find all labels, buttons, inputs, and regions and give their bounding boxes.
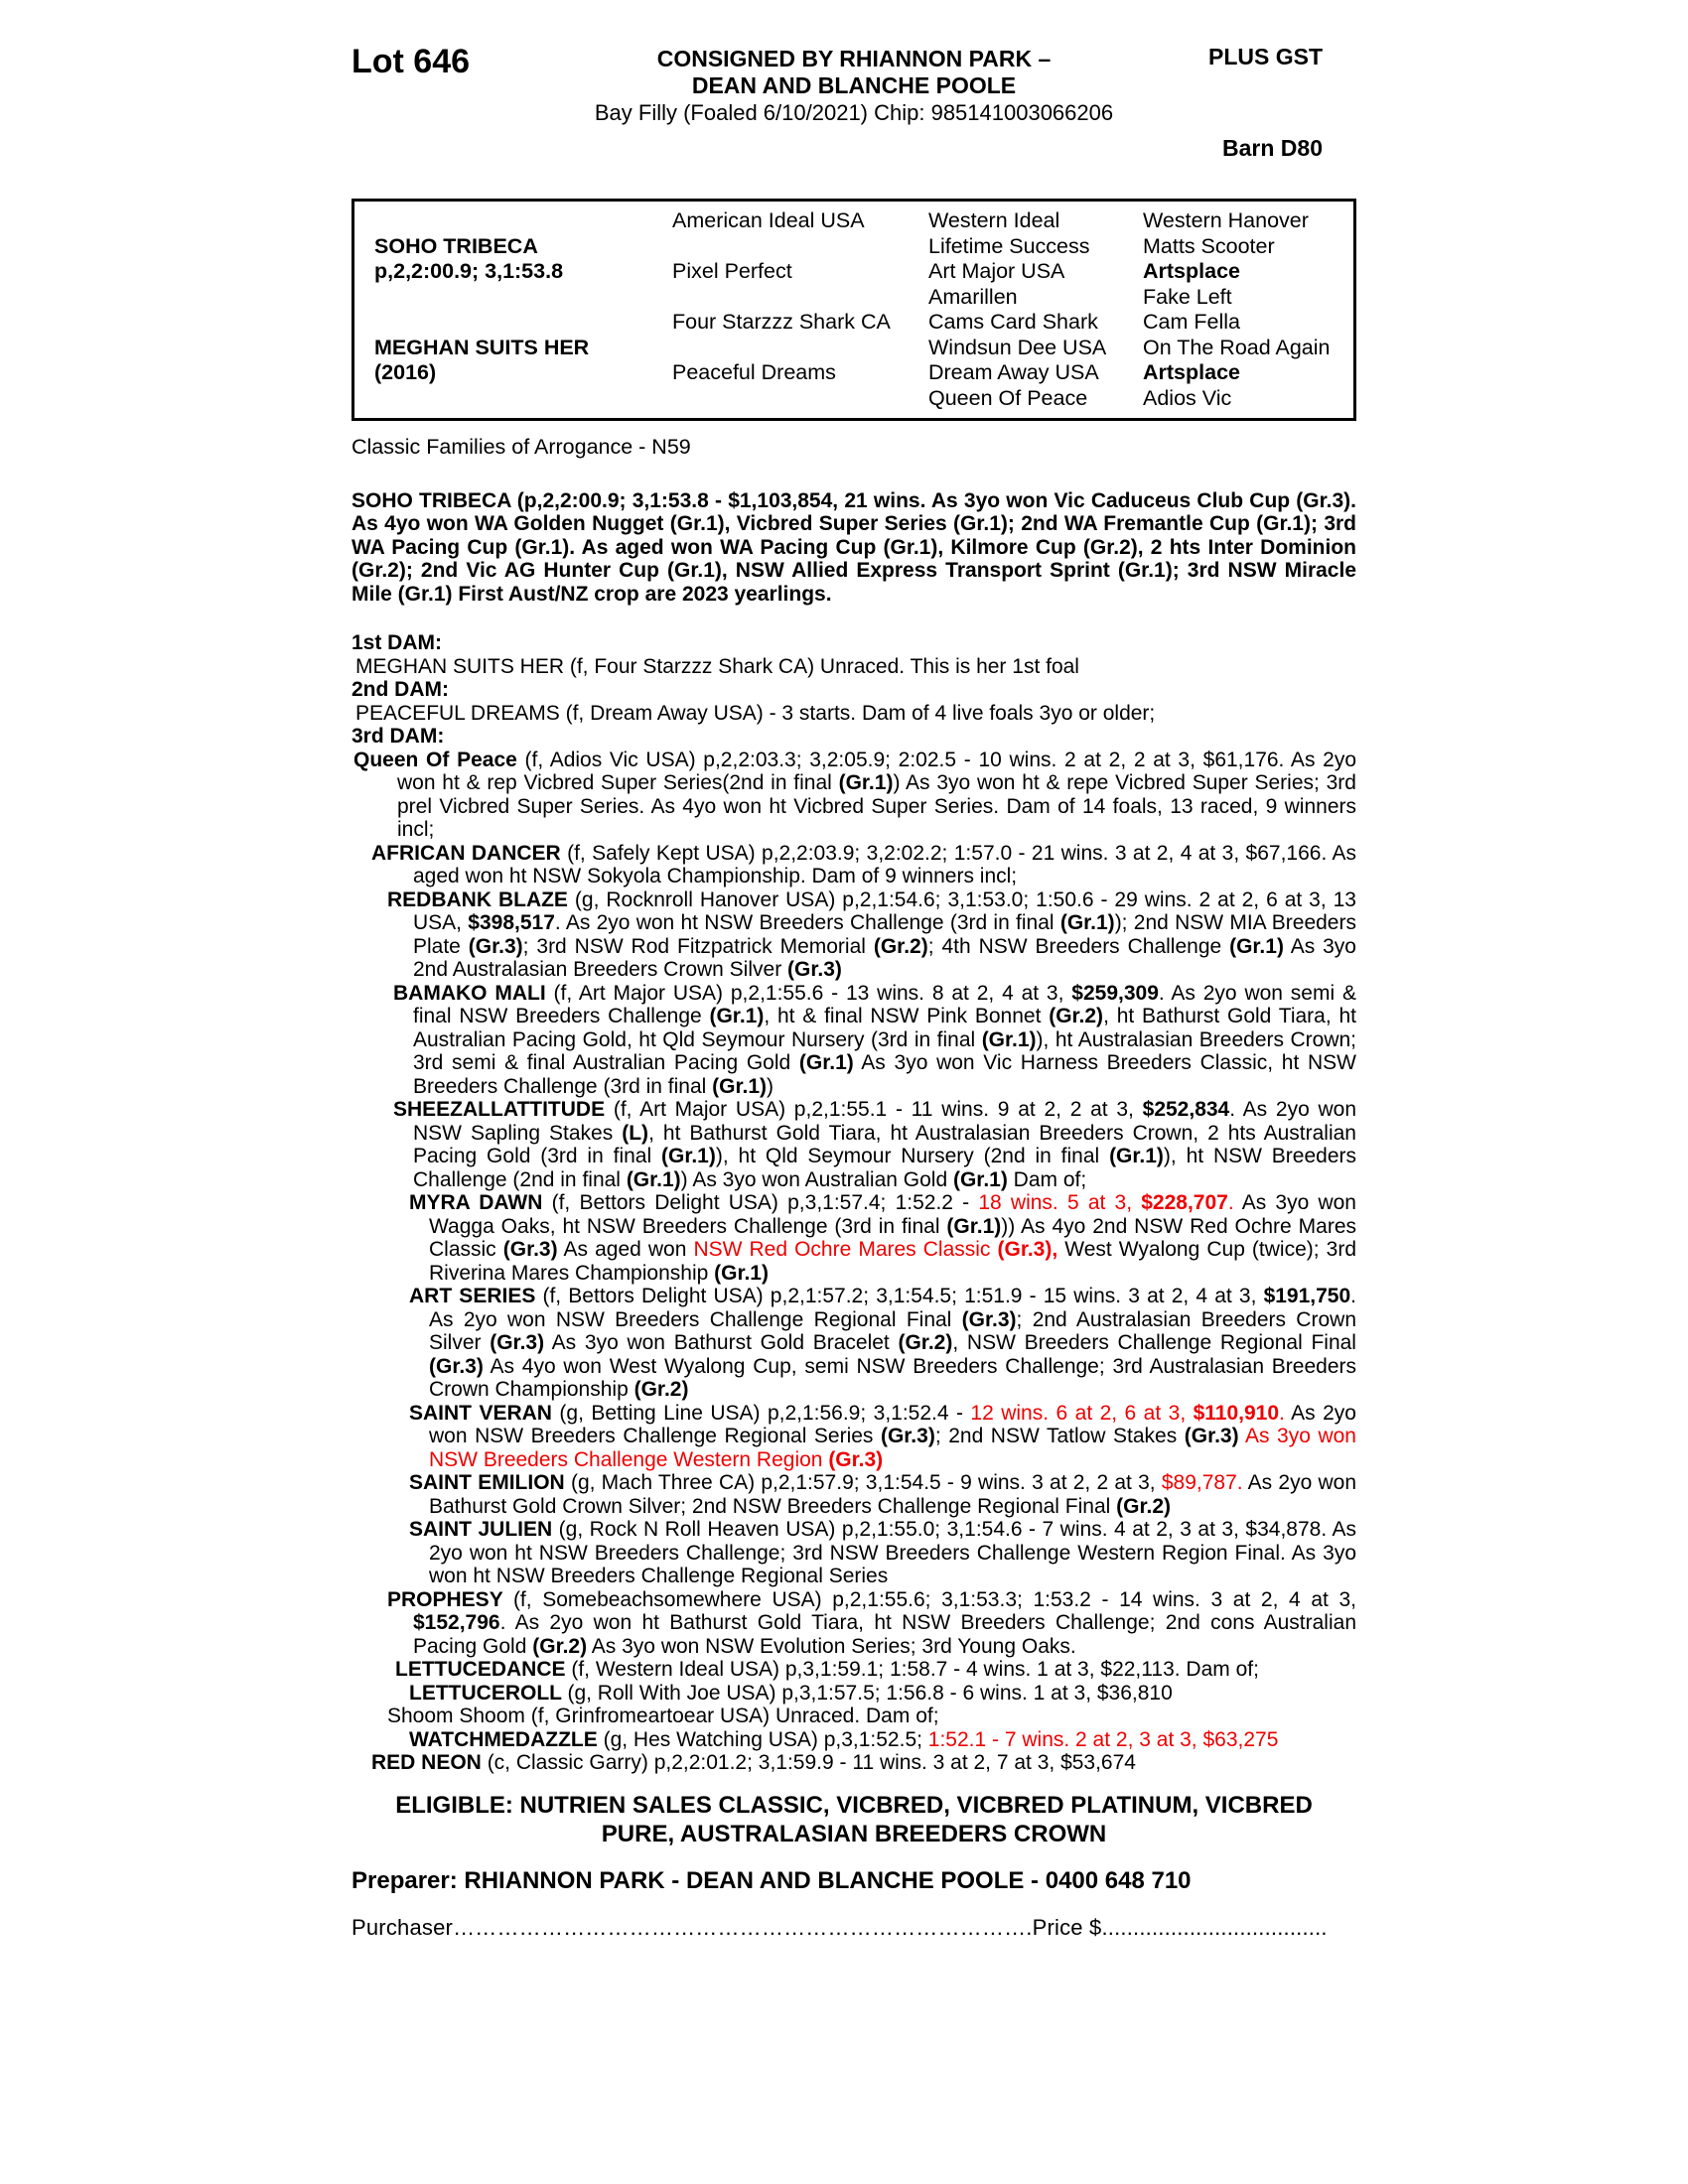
purchaser-price-line: Purchaser…………………………………………………………………….Price $.................................... <box>352 1915 1328 1940</box>
text-segment: (f, Safely Kept USA) p,2,2:03.9; 3,2:02.2; 1:57.0 - 21 wins. 3 at 2, 4 at 3, $67,166. As aged won ht NSW Sokyola Championship. Dam of 9 winners incl; <box>413 841 1357 887</box>
bold-text: (Gr.2) <box>633 1378 689 1401</box>
family-paragraph <box>352 678 1356 702</box>
bold-text: SOHO TRIBECA (p,2,2:00.9; 3,1:53.8 - $1,103,854, 21 wins. As 3yo won Vic Caduceus Club Cup (Gr.3). As 4yo won WA Golden Nugget (Gr.1), Vicbred Super Series (Gr.1); 2nd WA Fremantle Cup (Gr.1); 3rd WA Pacing Cup (Gr.1). As aged won WA Pacing Cup (Gr.1), Kilmore Cup (Gr.2), 2 hts Inter Dominion (Gr.2); 2nd Vic AG Hunter Cup (Gr.1), NSW Allied Express Transport Sprint (Gr.1); 3rd NSW Miracle Mile (Gr.1) First Aust/NZ crop are 2023 yearlings. <box>352 488 1356 606</box>
bold-text: (Gr.1) <box>626 1167 681 1191</box>
classic-families-line: Classic Families of Arrogance - N59 <box>352 435 691 459</box>
text-segment: Dam of; <box>1007 1167 1087 1191</box>
bold-text: 1st DAM: <box>352 631 443 654</box>
bold-text: (Gr.3) <box>787 958 842 981</box>
text-segment: (g, Betting Line USA) p,2,1:56.9; 3,1:52.4 - <box>559 1401 971 1425</box>
bold-text: Queen Of Peace <box>353 748 525 771</box>
text-segment: ), ht NSW Breeders Challenge (2nd in final <box>413 1145 1356 1191</box>
bold-text: (Gr.3) <box>961 1307 1017 1331</box>
text-segment: (g, Rock N Roll Heaven USA) p,2,1:55.0; 3,1:54.6 - 7 wins. 4 at 2, 3 at 3, $34,878. As 2yo won ht NSW Breeders Challenge; 3rd NSW Breeders Challenge Western Region Final. As 3yo won ht NSW Breeders Challenge Regional Series <box>429 1518 1356 1587</box>
text-segment: . As 2yo won NSW Sapling Stakes <box>413 1098 1357 1145</box>
family-paragraph <box>352 1751 1356 1775</box>
preparer-line: Preparer: RHIANNON PARK - DEAN AND BLANCHE POOLE - 0400 648 710 <box>352 1866 1192 1894</box>
bold-text: MYRA DAWN <box>409 1191 552 1214</box>
text-segment: . As 2yo won ht NSW Breeders Challenge (3rd in final <box>554 911 1060 934</box>
bold-text: (Gr.1) <box>946 1214 1002 1238</box>
bold-text: ART SERIES <box>409 1285 543 1307</box>
text-segment: As 3yo won Wagga Oaks, ht NSW Breeders Challenge (3rd in final <box>429 1191 1356 1238</box>
highlighted-text: 12 wins. 6 at 2, 6 at 3, <box>970 1401 1194 1425</box>
text-segment: As aged won <box>557 1238 694 1261</box>
pedigree-cell: Cam Fella <box>1143 310 1240 334</box>
family-paragraph <box>352 702 1356 726</box>
pedigree-cell: On The Road Again <box>1143 335 1331 359</box>
text-segment: (f, Art Major USA) p,2,1:55.1 - 11 wins. 9 at 2, 2 at 3, <box>613 1098 1143 1121</box>
text-segment: Shoom Shoom (f, Grinfromeartoear USA) Unraced. Dam of; <box>387 1705 939 1727</box>
highlighted-text: . <box>1279 1401 1285 1425</box>
text-segment: (f, Bettors Delight USA) p,2,1:57.2; 3,1:54.5; 1:51.9 - 15 wins. 3 at 2, 4 at 3, <box>542 1285 1264 1307</box>
page-content <box>352 42 1356 1940</box>
bold-text: 3rd DAM: <box>352 725 445 748</box>
bold-text: (Gr.3) <box>490 1331 545 1354</box>
pedigree-cell: Cams Card Shark <box>928 310 1098 334</box>
text-segment: , ht Bathurst Gold Tiara, ht Australasian Breeders Crown, 2 hts Australian Pacing Gold (3rd in final <box>413 1121 1356 1167</box>
text-segment: (f, Art Major USA) p,2,1:55.6 - 13 wins. 8 at 2, 4 at 3, <box>553 981 1072 1005</box>
pedigree-cell: MEGHAN SUITS HER <box>374 335 590 359</box>
bold-text: PROPHESY <box>387 1587 513 1611</box>
bold-text: (Gr.2) <box>532 1634 588 1658</box>
text-segment: (f, Western Ideal USA) p,3,1:59.1; 1:58.7 - 4 wins. 1 at 3, $22,113. Dam of; <box>571 1658 1259 1681</box>
bold-text: (Gr.3) <box>1184 1425 1239 1447</box>
family-paragraph <box>352 1705 1356 1728</box>
pedigree-cell: Artsplace <box>1143 360 1240 384</box>
pedigree-cell: Amarillen <box>928 284 1018 309</box>
bold-text: (Gr.1) <box>709 1005 765 1027</box>
eligibility-statement <box>352 1791 1356 1848</box>
text-segment: ; 2nd NSW Tatlow Stakes <box>934 1425 1185 1447</box>
bold-text: WATCHMEDAZZLE <box>409 1727 604 1751</box>
highlighted-text: NSW Red Ochre Mares Classic <box>693 1238 998 1261</box>
highlighted-text: . <box>1227 1191 1234 1214</box>
pedigree-cell: Art Major USA <box>928 259 1065 283</box>
family-paragraph <box>352 842 1356 888</box>
family-paragraph <box>352 1402 1356 1472</box>
text-segment: As 4yo won West Wyalong Cup, semi NSW Breeders Challenge; 3rd Australasian Breeders Crown Championship <box>429 1354 1356 1401</box>
bold-text: $398,517 <box>468 911 555 934</box>
bold-text: (Gr.1) <box>712 1074 768 1098</box>
barn-label: Barn D80 <box>1222 135 1323 161</box>
pedigree-cell: Lifetime Success <box>928 233 1090 258</box>
text-segment: As 3yo won Vic Harness Breeders Classic, ht NSW Breeders Challenge (3rd in final <box>413 1051 1356 1098</box>
lot-number: Lot 646 <box>352 43 471 80</box>
bold-text: 2nd DAM: <box>352 678 449 701</box>
family-notes <box>352 631 1356 1775</box>
pedigree-cell: Artsplace <box>1143 259 1240 283</box>
family-paragraph <box>352 1658 1356 1682</box>
family-paragraph <box>352 1098 1356 1191</box>
highlighted-text: $89,787. <box>1161 1471 1243 1494</box>
pedigree-cell: Adios Vic <box>1143 385 1232 410</box>
bold-text: LETTUCEROLL <box>409 1681 568 1705</box>
text-segment: MEGHAN SUITS HER (f, Four Starzzz Shark CA) Unraced. This is her 1st foal <box>355 654 1079 678</box>
pedigree-cell: Fake Left <box>1143 284 1232 309</box>
pedigree-cell: Four Starzzz Shark CA <box>672 310 891 334</box>
text-segment: ) As 3yo won Australian Gold <box>680 1167 953 1191</box>
plus-gst-label: PLUS GST <box>1207 44 1323 69</box>
bold-text: (Gr.1) <box>661 1145 716 1167</box>
bold-text: (Gr.2) <box>1116 1494 1172 1518</box>
pedigree-cell: Western Hanover <box>1143 208 1309 232</box>
bold-text: (Gr.2) <box>898 1331 953 1354</box>
bold-text: (Gr.3) <box>502 1238 558 1261</box>
text-segment: (f, Somebeachsomewhere USA) p,2,1:55.6; 3,1:53.3; 1:53.2 - 14 wins. 3 at 2, 4 at 3, <box>512 1587 1356 1611</box>
text-segment: ; 3rd NSW Rod Fitzpatrick Memorial <box>522 934 874 958</box>
bold-text: (Gr.2) <box>1049 1005 1104 1027</box>
family-paragraph <box>352 655 1356 679</box>
bold-text: (Gr.1) <box>952 1167 1008 1191</box>
text-segment: As 2yo won Bathurst Gold Crown Silver; 2nd NSW Breeders Challenge Regional Final <box>429 1471 1357 1518</box>
highlighted-text: (Gr.3) <box>828 1447 884 1471</box>
pedigree-cell: Western Ideal <box>928 208 1060 232</box>
text-segment: (g, Rocknroll Hanover USA) p,2,1:54.6; 3,1:53.0; 1:50.6 - 29 wins. 2 at 2, 6 at 3, 13 USA, <box>413 887 1356 934</box>
text-segment: ), ht Qld Seymour Nursery (2nd in final <box>715 1145 1110 1167</box>
bold-text: (Gr.1) <box>714 1261 769 1285</box>
family-paragraph <box>352 1285 1356 1402</box>
text-segment: As 3yo 2nd Australasian Breeders Crown Silver <box>413 934 1356 981</box>
text-segment: West Wyalong Cup (twice); 3rd Riverina Mares Championship <box>429 1238 1357 1285</box>
family-paragraph <box>352 1588 1356 1659</box>
family-paragraph <box>352 1471 1356 1518</box>
consignor-line2: DEAN AND BLANCHE POOLE <box>691 72 1017 98</box>
bold-text: $191,750 <box>1263 1285 1351 1307</box>
bold-text: $259,309 <box>1071 981 1159 1005</box>
text-segment: As 3yo won NSW Evolution Series; 3rd Young Oaks. <box>587 1634 1076 1658</box>
family-paragraph <box>352 1518 1356 1588</box>
text-segment: . As 2yo won ht Bathurst Gold Tiara, ht NSW Breeders Challenge; 2nd cons Australian Pacing Gold <box>413 1611 1356 1658</box>
pedigree-cell: (2016) <box>374 360 437 384</box>
bold-text: AFRICAN DANCER <box>371 841 568 865</box>
text-segment: ; 4th NSW Breeders Challenge <box>927 934 1230 958</box>
text-segment: As 3yo won Bathurst Gold Bracelet <box>544 1331 899 1354</box>
text-segment: (f, Adios Vic USA) p,2,2:03.3; 3,2:05.9; 2:02.5 - 10 wins. 2 at 2, 2 at 3, $61,176. As 2yo won ht & rep Vicbred Super Series(2nd in final <box>397 748 1356 794</box>
highlighted-text: 18 wins. 5 at 3, <box>978 1191 1142 1214</box>
family-paragraph <box>352 1682 1356 1706</box>
highlighted-text: $110,910 <box>1193 1401 1280 1425</box>
pedigree-cell: Pixel Perfect <box>672 259 792 283</box>
pedigree-table <box>352 199 1356 421</box>
highlighted-text: $228,707 <box>1141 1191 1228 1214</box>
bold-text: (Gr.1) <box>1229 934 1284 958</box>
text-segment: , ht Bathurst Gold Tiara, ht Australian Pacing Gold, ht Qld Seymour Nursery (3rd in final <box>413 1005 1356 1051</box>
bold-text: (Gr.1) <box>798 1051 854 1074</box>
text-segment: . As 2yo won semi & final NSW Breeders Challenge <box>413 981 1356 1027</box>
bold-text: SHEEZALLATTITUDE <box>393 1098 614 1121</box>
consignor-line1: CONSIGNED BY RHIANNON PARK – <box>656 46 1052 71</box>
bold-text: $252,834 <box>1142 1098 1230 1121</box>
family-paragraph <box>352 631 1356 655</box>
bold-text: (Gr.3) <box>880 1425 935 1447</box>
family-paragraph <box>352 982 1356 1099</box>
text-segment: ; 2nd Australasian Breeders Crown Silver <box>429 1307 1356 1354</box>
text-segment: (f, Bettors Delight USA) p,3,1:57.4; 1:52.2 - <box>551 1191 979 1214</box>
bold-text: LETTUCEDANCE <box>395 1658 572 1681</box>
text-segment: PEACEFUL DREAMS (f, Dream Away USA) - 3 starts. Dam of 4 live foals 3yo or older; <box>355 701 1156 725</box>
highlighted-text: 1:52.1 - 7 wins. 2 at 2, 3 at 3, $63,275 <box>927 1727 1279 1751</box>
text-segment: ) As 3yo won ht & repe Vicbred Super Series; 3rd prel Vicbred Super Series. As 4yo won ht Vicbred Super Series. Dam of 14 foals, 13 raced, 9 winners incl; <box>397 771 1356 841</box>
family-paragraph <box>352 749 1356 842</box>
pedigree-cell: Matts Scooter <box>1143 233 1275 258</box>
pedigree-cell: Dream Away USA <box>928 360 1099 384</box>
pedigree-cell: Windsun Dee USA <box>928 335 1107 359</box>
page-header <box>352 42 1356 191</box>
text-segment: ), ht Australasian Breeders Crown; 3rd semi & final Australian Pacing Gold <box>413 1027 1356 1074</box>
pedigree-cell: p,2,2:00.9; 3,1:53.8 <box>374 259 564 283</box>
pedigree-cell: American Ideal USA <box>672 208 865 232</box>
text-segment: ) <box>767 1074 774 1098</box>
bold-text: (Gr.1) <box>1109 1145 1164 1167</box>
text-segment: (g, Roll With Joe USA) p,3,1:57.5; 1:56.8 - 6 wins. 1 at 3, $36,810 <box>567 1681 1173 1705</box>
bold-text: (Gr.1) <box>838 771 894 794</box>
text-segment: (g, Mach Three CA) p,2,1:57.9; 3,1:54.5 - 9 wins. 3 at 2, 2 at 3, <box>570 1471 1162 1494</box>
bold-text: REDBANK BLAZE <box>387 887 575 911</box>
text-segment: (c, Classic Garry) p,2,2:01.2; 3,1:59.9 - 11 wins. 3 at 2, 7 at 3, $53,674 <box>487 1751 1136 1774</box>
bold-text: RED NEON <box>371 1751 488 1774</box>
bold-text: (Gr.1) <box>1059 911 1115 934</box>
family-paragraph <box>352 1728 1356 1752</box>
bold-text: SAINT VERAN <box>409 1401 560 1425</box>
family-paragraph <box>352 1191 1356 1285</box>
text-segment: , ht & final NSW Pink Bonnet <box>764 1005 1050 1027</box>
highlighted-text: As 3yo won NSW Breeders Challenge Western Region <box>429 1425 1356 1471</box>
pedigree-cell: SOHO TRIBECA <box>374 233 538 258</box>
text-segment: . As 2yo won NSW Breeders Challenge Regional Final <box>429 1285 1356 1331</box>
pedigree-cell: Queen Of Peace <box>928 385 1088 410</box>
bold-text: (Gr.1) <box>981 1027 1037 1051</box>
bold-text: (L) <box>622 1121 649 1145</box>
bold-text: BAMAKO MALI <box>393 981 554 1005</box>
family-paragraph <box>352 725 1356 749</box>
family-paragraph <box>352 888 1356 982</box>
sire-race-record <box>352 489 1356 607</box>
bold-text: (Gr.2) <box>873 934 928 958</box>
bold-text: SAINT EMILION <box>409 1471 571 1494</box>
highlighted-text: (Gr.3), <box>997 1238 1058 1261</box>
bold-text: SAINT JULIEN <box>409 1518 559 1541</box>
text-segment: (g, Hes Watching USA) p,3,1:52.5; <box>603 1727 928 1751</box>
foal-info: Bay Filly (Foaled 6/10/2021) Chip: 985141003066206 <box>594 100 1114 125</box>
text-segment: ); 2nd NSW MIA Breeders Plate <box>413 911 1356 958</box>
bold-text: (Gr.3) <box>468 934 523 958</box>
bold-text: (Gr.3) <box>429 1354 484 1378</box>
bold-text: $152,796 <box>413 1611 500 1634</box>
eligibility-line1: ELIGIBLE: NUTRIEN SALES CLASSIC, VICBRED, VICBRED PLATINUM, VICBRED <box>395 1791 1313 1819</box>
text-segment: )) As 4yo 2nd NSW Red Ochre Mares Classic <box>429 1214 1356 1261</box>
consignor-block <box>352 43 1356 127</box>
text-segment: As 2yo won NSW Breeders Challenge Regional Series <box>429 1401 1356 1447</box>
eligibility-line2: PURE, AUSTRALASIAN BREEDERS CROWN <box>601 1820 1107 1847</box>
pedigree-cell: Peaceful Dreams <box>672 360 836 384</box>
text-segment: , NSW Breeders Challenge Regional Final <box>952 1331 1356 1354</box>
